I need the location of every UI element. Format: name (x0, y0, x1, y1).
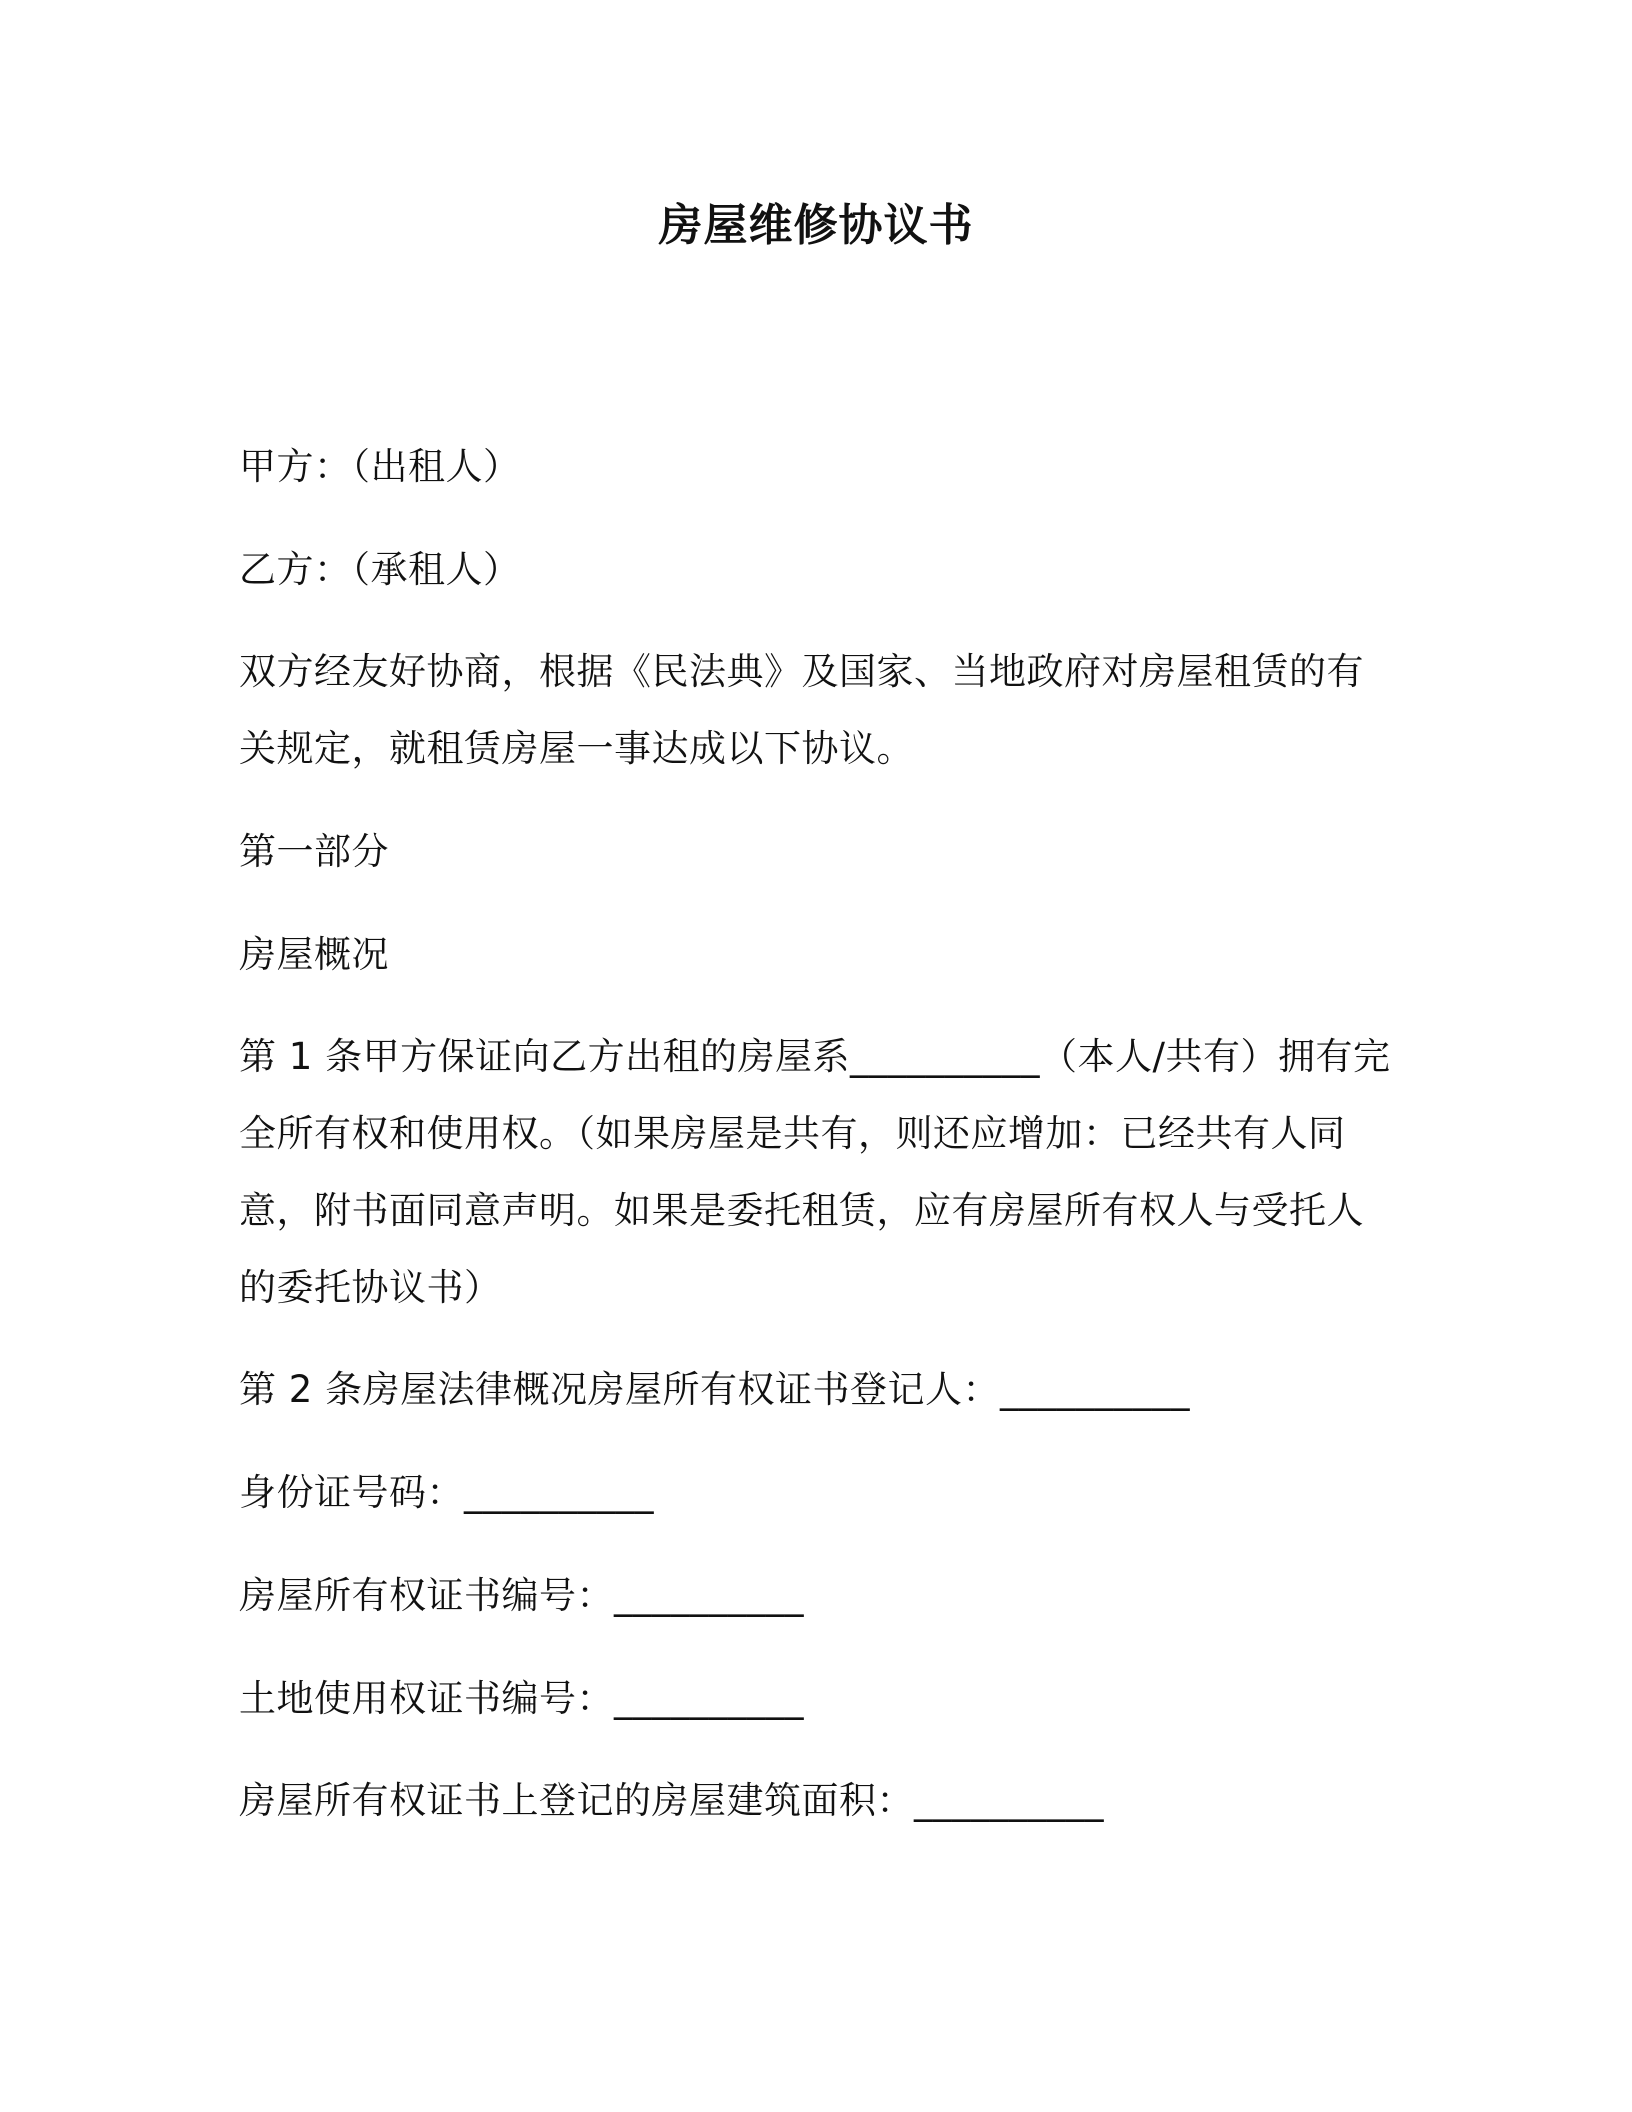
building-area-field: 房屋所有权证书上登记的房屋建筑面积：__________ (239, 1779, 1104, 1822)
document-title: 房屋维修协议书 (658, 200, 974, 251)
part-heading: 第一部分 (239, 830, 389, 873)
article-1-line-3: 意，附书面同意声明。如果是委托租赁，应有房屋所有权人与受托人 (239, 1189, 1364, 1232)
ownership-certificate-field: 房屋所有权证书编号：__________ (239, 1574, 804, 1617)
intro-line-1: 双方经友好协商，根据《民法典》及国家、当地政府对房屋租赁的有 (239, 650, 1364, 693)
intro-line-2: 关规定，就租赁房屋一事达成以下协议。 (239, 727, 914, 770)
section-heading: 房屋概况 (239, 933, 389, 976)
article-1-line-2: 全所有权和使用权。（如果房屋是共有，则还应增加：已经共有人同 (239, 1112, 1346, 1155)
id-number-field: 身份证号码：__________ (239, 1471, 654, 1514)
article-1-line-1: 第 1 条甲方保证向乙方出租的房屋系__________（本人/共有）拥有完 (239, 1035, 1391, 1078)
article-1-line-4: 的委托协议书） (239, 1266, 502, 1309)
land-certificate-field: 土地使用权证书编号：__________ (239, 1677, 804, 1720)
article-2-line: 第 2 条房屋法律概况房屋所有权证书登记人：__________ (239, 1368, 1191, 1411)
party-b-line: 乙方：（承租人） (239, 548, 521, 591)
party-a-line: 甲方：（出租人） (239, 445, 521, 488)
